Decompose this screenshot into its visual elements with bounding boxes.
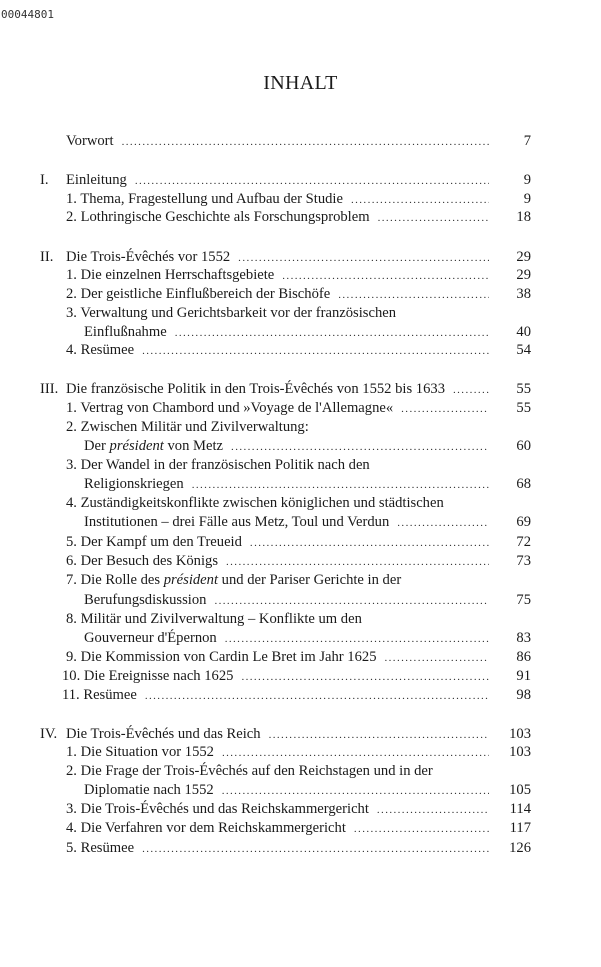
toc-entry[interactable] <box>84 629 531 647</box>
toc-entry[interactable] <box>66 839 531 857</box>
dot-leader <box>175 324 489 342</box>
toc-entry[interactable] <box>66 800 531 818</box>
dot-leader <box>238 249 489 267</box>
toc-entry-title: Die französische Politik in den Trois-Évêchés von 1552 bis 1633 <box>66 381 445 397</box>
toc-entry-title: 4. Zuständigkeitskonflikte zwischen königlichen und städtischen <box>66 495 444 511</box>
toc-entry-title: 2. Lothringische Geschichte als Forschungsproblem <box>66 209 370 225</box>
page-number: 72 <box>516 534 531 550</box>
dot-leader <box>282 267 489 285</box>
toc-entry-title: Die Trois-Évêchés und das Reich <box>66 726 261 742</box>
toc-entry[interactable] <box>84 475 531 493</box>
dot-leader <box>351 191 489 209</box>
toc-entry[interactable] <box>66 610 362 628</box>
dot-leader <box>142 342 489 360</box>
toc-entry-title: 5. Resümee <box>66 840 135 856</box>
toc-entry[interactable] <box>84 591 531 609</box>
page-number: 69 <box>516 514 531 530</box>
toc-entry[interactable] <box>66 341 531 359</box>
chapter-number: III. <box>40 381 59 397</box>
page-number: 9 <box>523 172 531 188</box>
toc-entry-title: 2. Der geistliche Einflußbereich der Bischöfe <box>66 286 331 302</box>
toc-entry[interactable] <box>66 494 444 512</box>
toc-entry-title: 6. Der Besuch des Königs <box>66 553 218 569</box>
dot-leader <box>250 534 489 552</box>
dot-leader <box>269 726 489 744</box>
toc-entry[interactable] <box>66 132 531 150</box>
toc-entry-title: 3. Der Wandel in der französischen Politik nach den <box>66 457 370 473</box>
page-number: 83 <box>516 630 531 646</box>
page-number: 105 <box>509 782 531 798</box>
dot-leader <box>453 381 489 399</box>
page-number: 55 <box>516 400 531 416</box>
chapter-number: II. <box>40 249 54 265</box>
dot-leader <box>192 476 489 494</box>
toc-entry[interactable] <box>66 743 531 761</box>
dot-leader <box>222 782 489 800</box>
toc-entry[interactable] <box>66 266 531 284</box>
page-title: INHALT <box>263 72 338 94</box>
toc-entry-title-part: Der <box>84 438 110 454</box>
dot-leader <box>135 172 489 190</box>
toc-entry-title: 3. Verwaltung und Gerichtsbarkeit vor der französischen <box>66 305 397 321</box>
toc-entry[interactable] <box>84 323 531 341</box>
page-number: 126 <box>509 840 531 856</box>
toc-entry-title: Institutionen – drei Fälle aus Metz, Toul und Verdun <box>84 514 390 530</box>
page-number: 73 <box>516 553 531 569</box>
toc-entry[interactable] <box>66 533 531 551</box>
page-number: 7 <box>523 133 531 149</box>
toc-entry-title: 4. Resümee <box>66 342 135 358</box>
toc-entry[interactable] <box>66 190 531 208</box>
dot-leader <box>226 553 489 571</box>
page-id: 00044801 <box>1 8 54 21</box>
toc-entry-title: 10. Die Ereignisse nach 1625 <box>62 668 234 684</box>
toc-entry-title-italic: président <box>109 438 164 454</box>
toc-entry-title: 1. Vertrag von Chambord und »Voyage de l'Allemagne« <box>66 400 394 416</box>
toc-entry-title-part: von Metz <box>163 438 224 454</box>
dot-leader <box>397 514 489 532</box>
chapter-number: I. <box>40 172 49 188</box>
page-number: 60 <box>516 438 531 454</box>
toc-entry[interactable] <box>84 513 531 531</box>
page-number: 103 <box>509 726 531 742</box>
dot-leader <box>142 840 489 858</box>
toc-entry[interactable] <box>66 208 531 226</box>
toc-entry-title: Die Trois-Évêchés vor 1552 <box>66 249 231 265</box>
toc-entry[interactable] <box>66 418 309 436</box>
toc-entry-title: Religionskriegen <box>84 476 184 492</box>
page-number: 68 <box>516 476 531 492</box>
page-number: 86 <box>516 649 531 665</box>
dot-leader <box>377 801 489 819</box>
page-number: 117 <box>509 820 531 836</box>
toc-entry-title-part: 7. Die Rolle des <box>66 572 164 588</box>
page-number: 40 <box>516 324 531 340</box>
toc-entry[interactable] <box>66 762 433 780</box>
page-number: 18 <box>516 209 531 225</box>
dot-leader <box>385 649 490 667</box>
toc-entry[interactable] <box>66 456 370 474</box>
toc-entry[interactable] <box>66 571 401 589</box>
dot-leader <box>122 133 489 151</box>
toc-entry-title <box>84 437 223 455</box>
chapter-number: IV. <box>40 726 58 742</box>
toc-entry[interactable] <box>84 437 531 455</box>
page-number: 55 <box>516 381 531 397</box>
toc-entry-title: 11. Resümee <box>62 687 137 703</box>
toc-entry[interactable] <box>84 781 531 799</box>
toc-entry[interactable] <box>66 819 531 837</box>
toc-entry[interactable] <box>66 248 531 266</box>
toc-entry-title: 2. Zwischen Militär und Zivilverwaltung: <box>66 419 309 435</box>
page-number: 98 <box>516 687 531 703</box>
toc-entry-title: 5. Der Kampf um den Treueid <box>66 534 242 550</box>
toc-entry-title: 1. Thema, Fragestellung und Aufbau der Studie <box>66 191 343 207</box>
toc-entry-title: Gouverneur d'Épernon <box>84 630 217 646</box>
toc-entry-title: 3. Die Trois-Évêchés und das Reichskammergericht <box>66 801 369 817</box>
page-number: 75 <box>516 592 531 608</box>
dot-leader <box>222 744 489 762</box>
toc-entry-title: Vorwort <box>66 133 114 149</box>
toc-entry[interactable] <box>66 552 531 570</box>
toc-entry-title: 9. Die Kommission von Cardin Le Bret im Jahr 1625 <box>66 649 377 665</box>
dot-leader <box>401 400 489 418</box>
toc-entry-title: Einflußnahme <box>84 324 167 340</box>
page-number: 29 <box>516 267 531 283</box>
toc-entry-title: 1. Die einzelnen Herrschaftsgebiete <box>66 267 275 283</box>
toc-entry-title: 2. Die Frage der Trois-Évêchés auf den Reichstagen und in der <box>66 763 433 779</box>
page-number: 91 <box>516 668 531 684</box>
toc-entry[interactable] <box>66 399 531 417</box>
page-number: 103 <box>509 744 531 760</box>
dot-leader <box>214 592 489 610</box>
toc-entry-title <box>66 571 401 589</box>
dot-leader <box>145 687 489 705</box>
toc-entry[interactable] <box>66 380 531 398</box>
toc-entry-title-italic: président <box>163 572 219 588</box>
toc-entry-title: Einleitung <box>66 172 127 188</box>
toc-entry[interactable] <box>66 648 531 666</box>
page-number: 38 <box>516 286 531 302</box>
dot-leader <box>241 668 489 686</box>
dot-leader <box>225 630 489 648</box>
dot-leader <box>338 286 489 304</box>
toc-entry[interactable] <box>62 686 531 704</box>
toc-entry-title-part: und der Pariser Gerichte in der <box>218 572 402 588</box>
page-number: 29 <box>516 249 531 265</box>
toc-entry[interactable] <box>66 304 396 322</box>
toc-entry[interactable] <box>66 171 531 189</box>
page-number: 9 <box>523 191 531 207</box>
page-number: 54 <box>516 342 531 358</box>
dot-leader <box>354 820 489 838</box>
dot-leader <box>378 209 489 227</box>
toc-entry-title: Berufungsdiskussion <box>84 592 207 608</box>
toc-entry-title: 1. Die Situation vor 1552 <box>66 744 214 760</box>
toc-entry-title: Diplomatie nach 1552 <box>84 782 214 798</box>
toc-entry[interactable] <box>62 667 531 685</box>
toc-entry[interactable] <box>66 725 531 743</box>
page-number: 114 <box>509 801 531 817</box>
toc-entry[interactable] <box>66 285 531 303</box>
toc-entry-title: 8. Militär und Zivilverwaltung – Konflikte um den <box>66 611 362 627</box>
dot-leader <box>231 438 489 456</box>
toc-entry-title: 4. Die Verfahren vor dem Reichskammergericht <box>66 820 346 836</box>
